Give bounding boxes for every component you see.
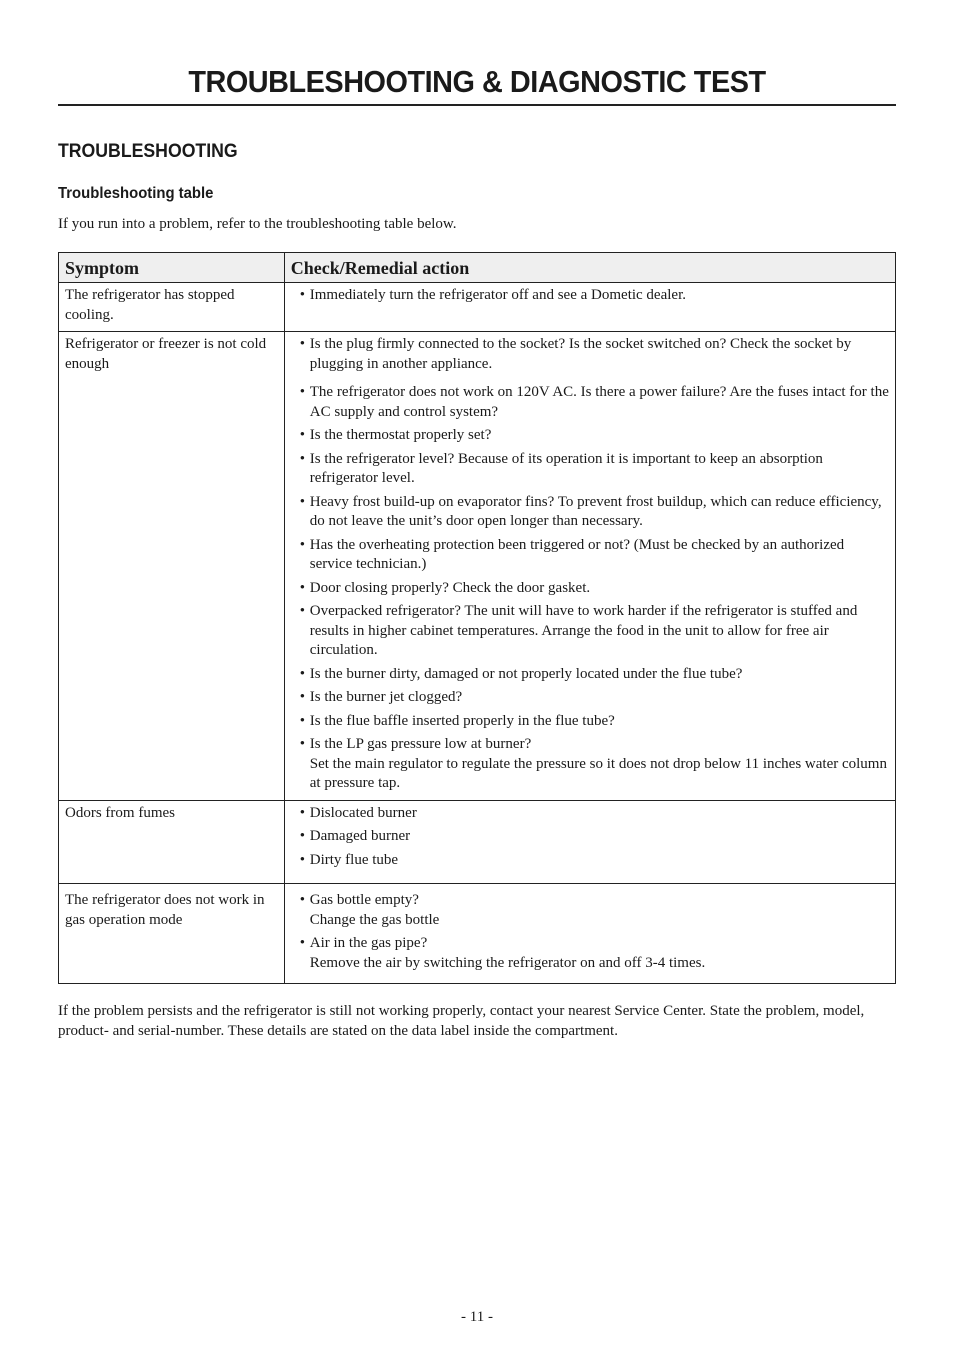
action-item	[300, 493, 889, 532]
page	[58, 0, 896, 1041]
action-item	[300, 450, 889, 489]
action-item	[300, 688, 889, 708]
action-text: Dislocated burner	[309, 804, 417, 821]
action-text: Is the burner dirty, damaged or not properly located under the flue tube?	[309, 665, 743, 682]
action-item	[300, 891, 889, 930]
column-header-action: Check/Remedial action	[284, 253, 895, 283]
intro-text: If you run into a problem, refer to the troubleshooting table below.	[58, 216, 457, 232]
action-text: Heavy frost build-up on evaporator fins? To prevent frost buildup, which can reduce efficiency, do not leave the unit’s door open longer than necessary.	[309, 493, 882, 529]
action-text: Air in the gas pipe?	[309, 935, 428, 951]
action-detail: Change the gas bottle	[309, 911, 440, 928]
action-item	[300, 712, 889, 732]
action-item	[300, 665, 889, 685]
action-text: Damaged burner	[309, 828, 411, 844]
action-item	[300, 286, 889, 306]
action-text: Is the flue baffle inserted properly in the flue tube?	[309, 712, 615, 729]
action-item	[300, 804, 889, 824]
troubleshooting-table	[58, 252, 896, 984]
action-item	[300, 426, 889, 446]
action-text: Is the refrigerator level? Because of its operation it is important to keep an absorption refrigerator level.	[309, 450, 823, 486]
table-row	[59, 332, 896, 801]
action-text: Gas bottle empty?	[309, 892, 419, 908]
action-text: Is the burner jet clogged?	[309, 689, 463, 705]
action-text: Immediately turn the refrigerator off and see a Dometic dealer.	[309, 287, 686, 303]
section-title: TROUBLESHOOTING	[58, 141, 238, 162]
action-text: Is the LP gas pressure low at burner?	[309, 736, 532, 752]
symptom-cell: Refrigerator or freezer is not cold enough	[59, 332, 285, 801]
action-cell	[284, 332, 895, 801]
action-list	[300, 891, 889, 973]
action-item	[300, 602, 889, 661]
table-row	[59, 884, 896, 984]
symptom-cell: The refrigerator does not work in gas operation mode	[59, 884, 285, 984]
action-item	[300, 934, 889, 973]
action-text: Is the plug firmly connected to the socket? Is the socket switched on? Check the socket by plugging in another appliance.	[309, 336, 852, 372]
table-row	[59, 283, 896, 332]
action-text: Dirty flue tube	[309, 851, 399, 868]
action-text: The refrigerator does not work on 120V AC. Is there a power failure? Are the fuses intact for the AC supply and control system?	[309, 384, 889, 420]
action-detail: Set the main regulator to regulate the pressure so it does not drop below 11 inches water column at pressure tap.	[309, 755, 887, 791]
column-header-symptom: Symptom	[59, 253, 285, 283]
action-detail: Remove the air by switching the refrigerator on and off 3-4 times.	[309, 954, 706, 971]
action-item	[300, 383, 889, 422]
action-item	[300, 579, 889, 599]
action-item	[300, 851, 889, 871]
action-text: Is the thermostat properly set?	[309, 427, 492, 443]
symptom-cell: Odors from fumes	[59, 800, 285, 884]
action-item	[300, 827, 889, 847]
action-cell	[284, 884, 895, 984]
action-text: Has the overheating protection been triggered or not? (Must be checked by an authorized service technician.)	[309, 536, 845, 572]
page-number: - 11 -	[461, 1309, 493, 1325]
action-text: Door closing properly? Check the door gasket.	[309, 579, 591, 596]
symptom-cell: The refrigerator has stopped cooling.	[59, 283, 285, 332]
action-item	[300, 735, 889, 794]
subsection-title: Troubleshooting table	[58, 185, 214, 202]
table-header-row	[59, 253, 896, 283]
closing-note: If the problem persists and the refrigerator is still not working properly, contact your nearest Service Center. State the problem, model, product- and serial-number. These details are stated on the data label inside the compartment.	[58, 1003, 865, 1039]
table-row	[59, 800, 896, 884]
action-item	[300, 335, 889, 374]
action-list	[300, 286, 889, 306]
action-cell	[284, 283, 895, 332]
action-text: Overpacked refrigerator? The unit will have to work harder if the refrigerator is stuffed and results in higher cabinet temperatures. Arrange the food in the unit to allow for free air circulation.	[309, 603, 858, 658]
action-list	[300, 804, 889, 871]
action-cell	[284, 800, 895, 884]
title-divider	[58, 104, 896, 106]
action-item	[300, 536, 889, 575]
page-title: TROUBLESHOOTING & DIAGNOSTIC TEST	[188, 64, 766, 99]
action-list	[300, 335, 889, 794]
